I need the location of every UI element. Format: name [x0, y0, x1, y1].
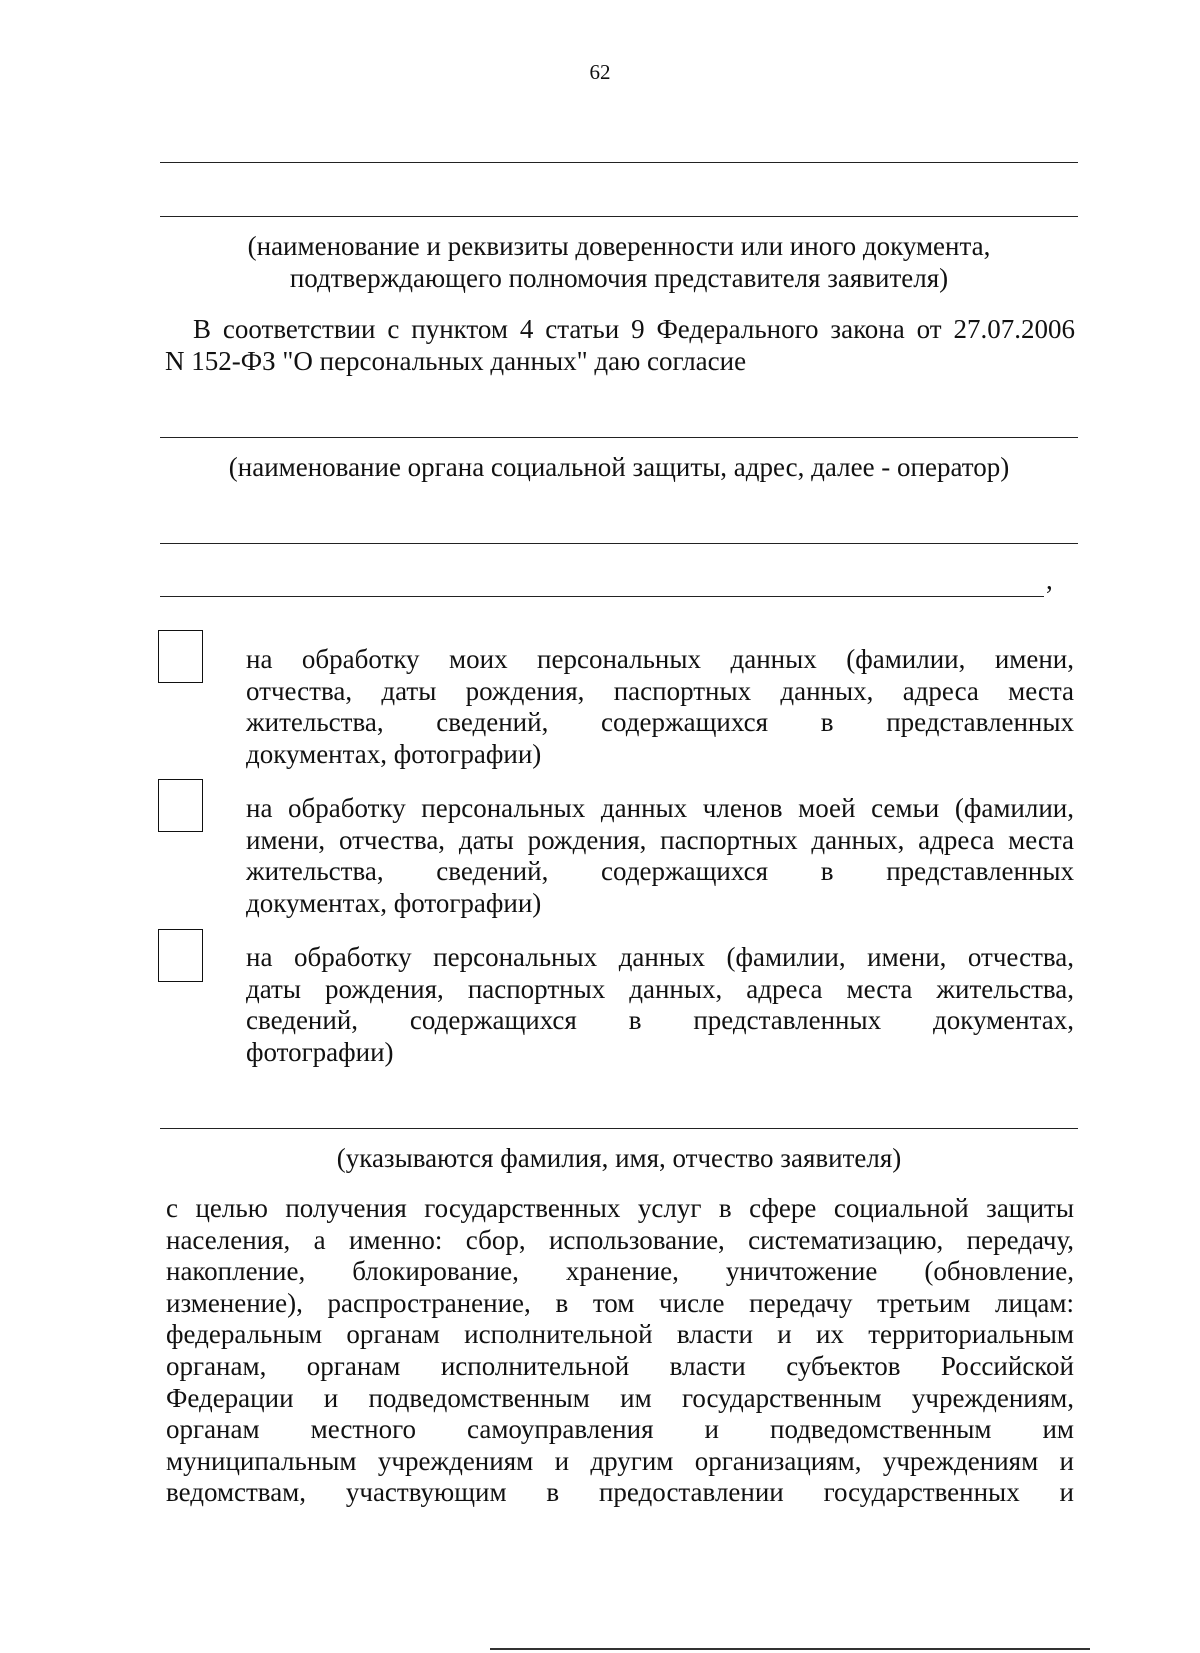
- option-line: сведений, содержащихся в представленных документах,: [246, 1005, 1074, 1035]
- option-line: фотографии): [246, 1036, 394, 1067]
- authority-fill-line-2[interactable]: [160, 216, 1078, 217]
- purpose-line: федеральным органам исполнительной власти и их территориальным: [166, 1319, 1074, 1350]
- operator-address-line-2[interactable]: [160, 596, 1044, 597]
- page-number: 62: [589, 60, 611, 84]
- operator-address-line-1[interactable]: [160, 543, 1078, 544]
- applicant-caption: (указываются фамилия, имя, отчество заявителя): [336, 1143, 902, 1173]
- purpose-line: Федерации и подведомственным им государственным учреждениям,: [166, 1382, 1074, 1413]
- option-line: жительства, сведений, содержащихся в представленных: [246, 707, 1074, 737]
- option-line: отчества, даты рождения, паспортных данных, адреса места: [246, 675, 1074, 706]
- consent-statement-line-1: В соответствии с пунктом 4 статьи 9 Федерального закона от 27.07.2006: [193, 314, 1075, 344]
- consent-option-own-data: [246, 644, 1074, 770]
- applicant-fill-line[interactable]: [160, 1128, 1078, 1129]
- purpose-line: населения, а именно: сбор, использование, систематизацию, передачу,: [166, 1224, 1074, 1255]
- purpose-line: изменение), распространение, в том числе передачу третьим лицам:: [166, 1287, 1074, 1318]
- consent-checkbox-person-data[interactable]: [158, 929, 203, 982]
- option-line: документах, фотографии): [246, 738, 542, 769]
- option-line: на обработку персональных данных членов моей семьи (фамилии,: [246, 793, 1074, 823]
- purpose-line: с целью получения государственных услуг в сфере социальной защиты: [166, 1193, 1074, 1223]
- option-line: имени, отчества, даты рождения, паспортных данных, адреса места: [246, 824, 1074, 855]
- operator-caption: (наименование органа социальной защиты, адрес, далее - оператор): [228, 452, 1010, 482]
- consent-statement: [165, 313, 1075, 377]
- purpose-line: органам местного самоуправления и подведомственным им: [166, 1414, 1074, 1445]
- operator-fill-line[interactable]: [160, 437, 1078, 438]
- consent-option-person-data: [246, 942, 1074, 1068]
- authority-caption-line-1: (наименование и реквизиты доверенности или иного документа,: [247, 231, 991, 261]
- authority-fill-line-1[interactable]: [160, 162, 1078, 163]
- purpose-line: ведомствам, участвующим в предоставлении государственных и: [166, 1477, 1074, 1508]
- consent-option-family-data: [246, 793, 1074, 919]
- page-bottom-edge: [490, 1648, 1090, 1650]
- option-line: жительства, сведений, содержащихся в представленных: [246, 856, 1074, 886]
- consent-checkbox-own-data[interactable]: [158, 630, 203, 683]
- purpose-line: накопление, блокирование, хранение, уничтожение (обновление,: [166, 1256, 1074, 1287]
- option-line: на обработку моих персональных данных (фамилии, имени,: [246, 644, 1074, 674]
- authority-caption: [160, 230, 1078, 294]
- option-line: даты рождения, паспортных данных, адреса места жительства,: [246, 973, 1074, 1004]
- option-line: на обработку персональных данных (фамилии, имени, отчества,: [246, 942, 1074, 972]
- consent-statement-line-2: N 152-ФЗ "О персональных данных" даю согласие: [165, 346, 747, 376]
- consent-checkbox-family-data[interactable]: [158, 779, 203, 832]
- purpose-line: муниципальным учреждениям и другим организациям, учреждениям и: [166, 1445, 1074, 1476]
- operator-line-comma: ,: [1046, 565, 1053, 595]
- purpose-paragraph: [166, 1193, 1074, 1509]
- purpose-line: органам, органам исполнительной власти субъектов Российской: [166, 1350, 1074, 1381]
- option-line: документах, фотографии): [246, 887, 542, 918]
- authority-caption-line-2: подтверждающего полномочия представителя заявителя): [289, 263, 949, 293]
